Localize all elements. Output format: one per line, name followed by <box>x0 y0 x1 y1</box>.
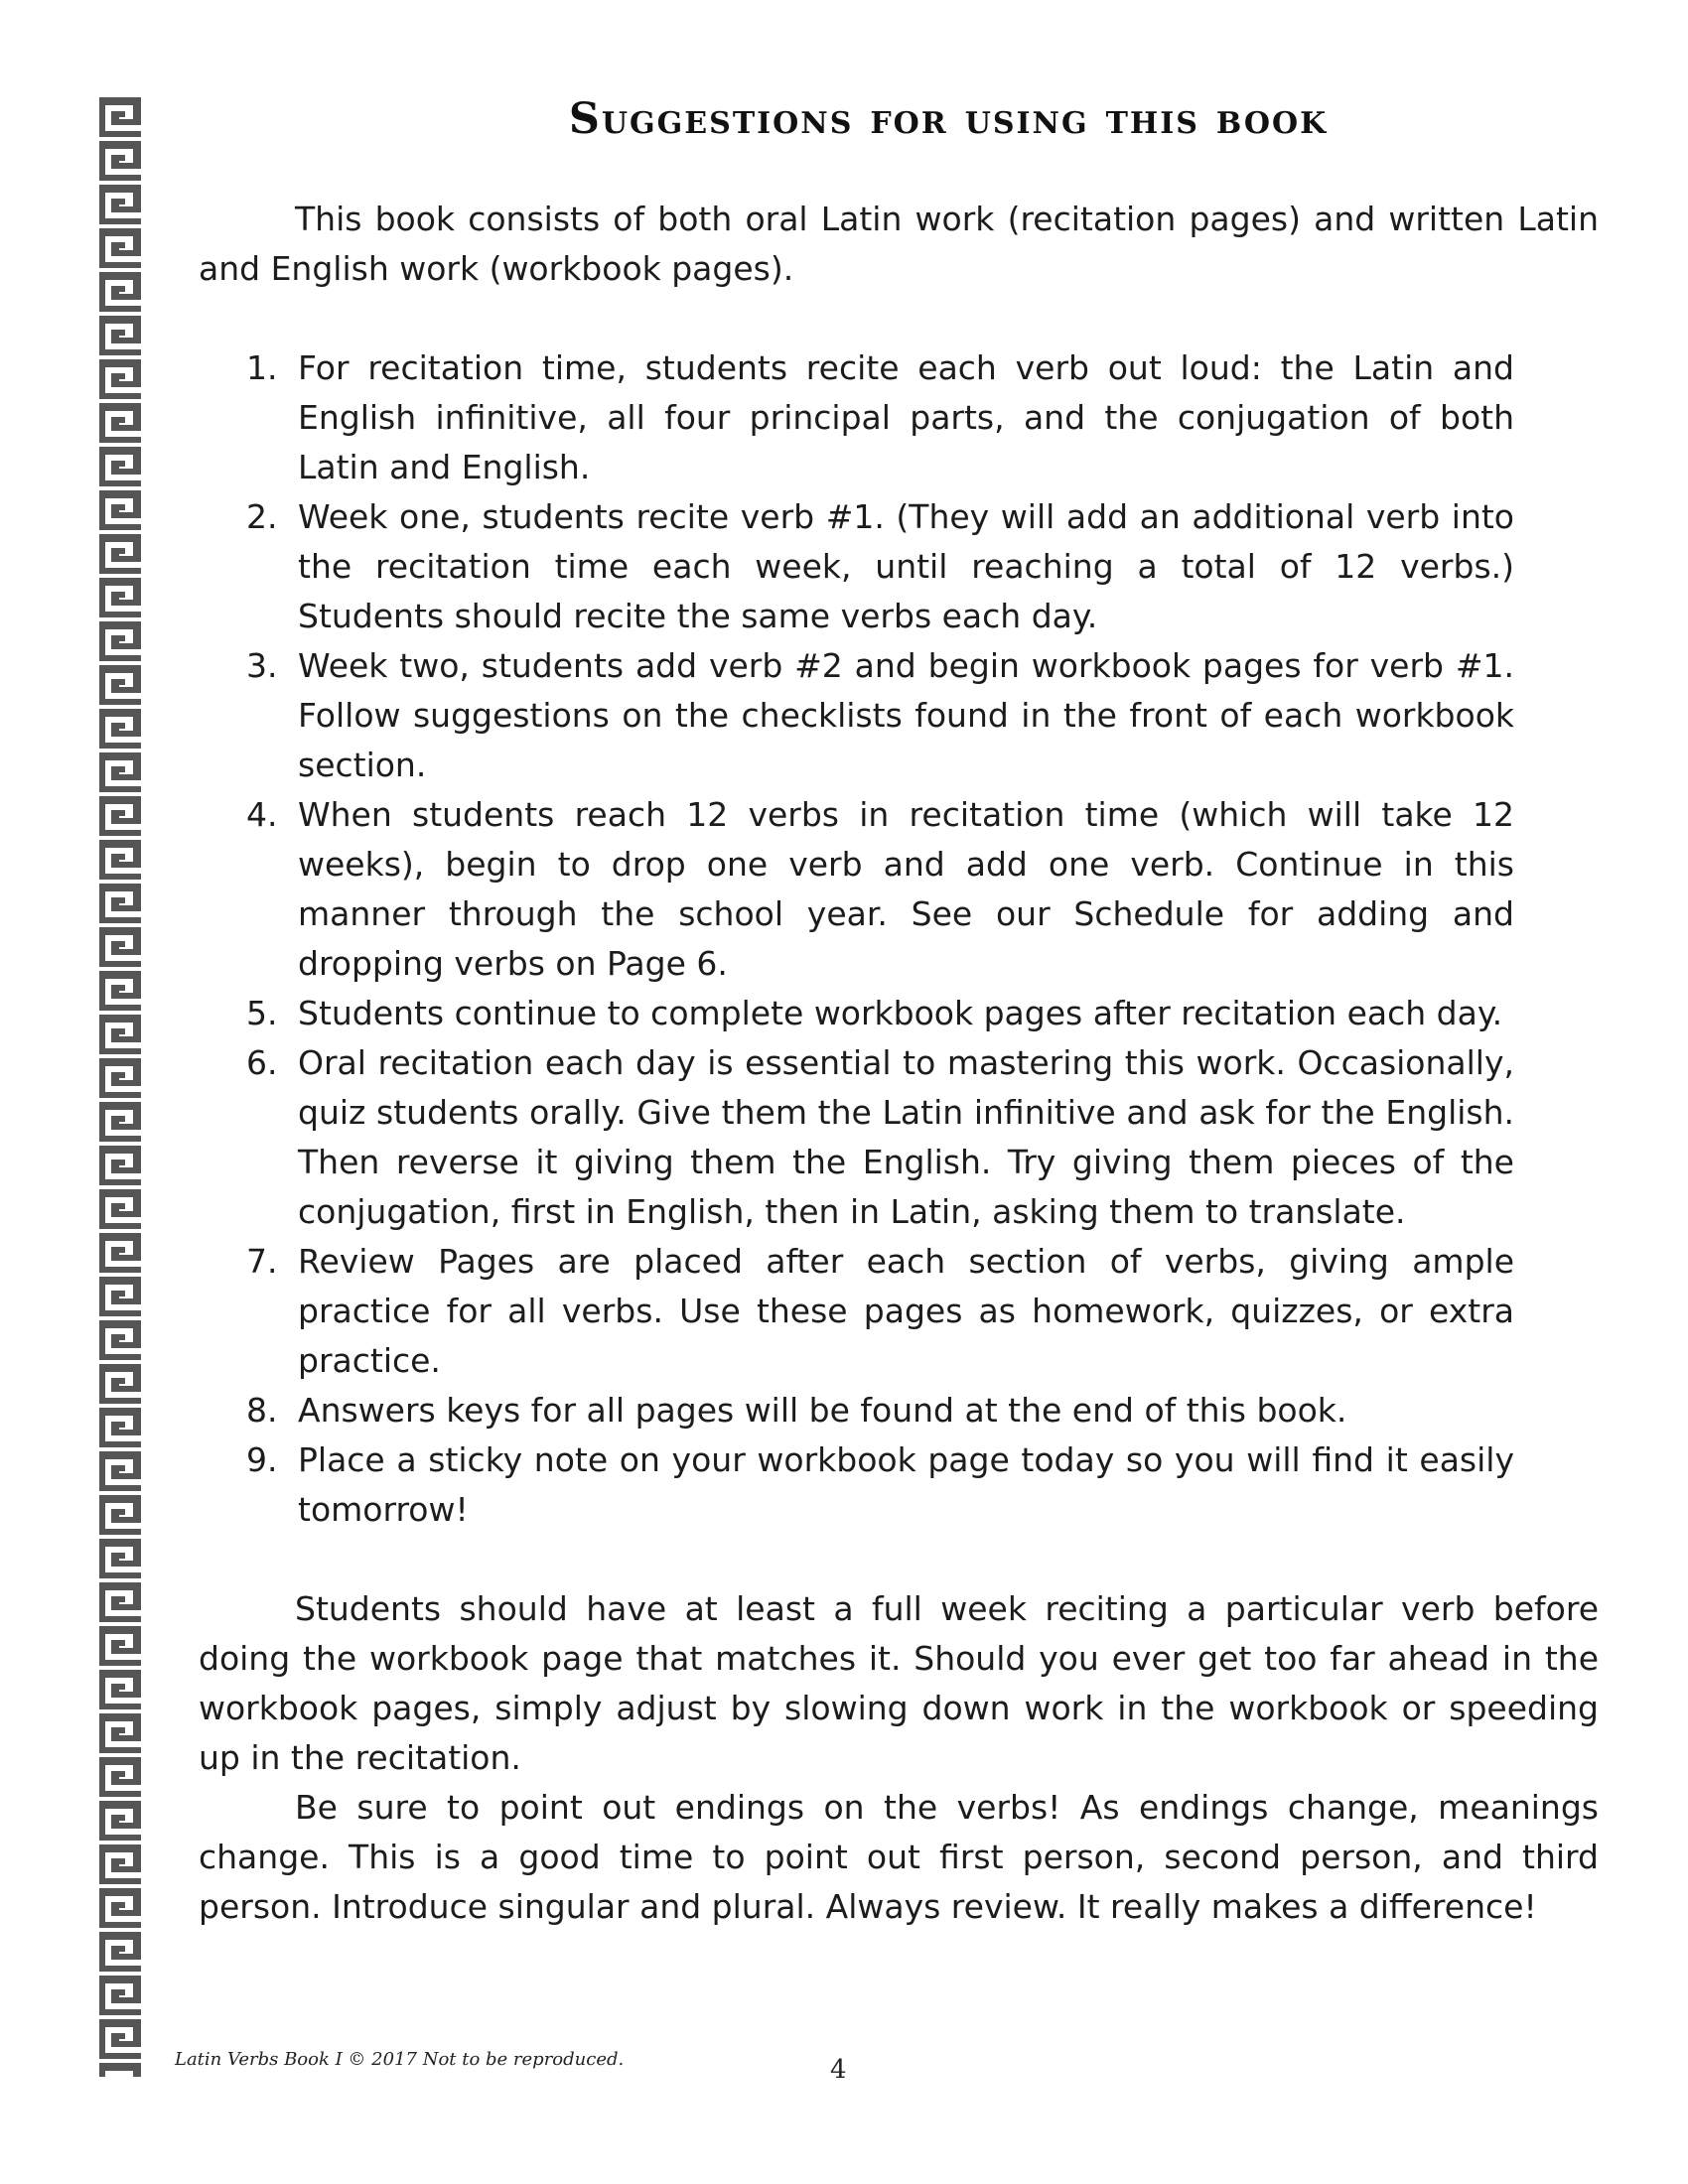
page-title: Suggestions for using this book <box>568 94 1329 144</box>
page-body <box>199 195 1599 1932</box>
list-item-text: When students reach 12 verbs in recitation time (which will take 12 weeks), begin to drop one verb and add one verb. Continue in this manner through the school year. See our Schedule for adding and dropping verbs on Page 6. <box>298 795 1514 983</box>
list-item-number: 5. <box>246 994 278 1032</box>
list-item-number: 6. <box>246 1043 278 1082</box>
page-number: 4 <box>830 2055 847 2085</box>
list-item-text: Week one, students recite verb #1. (They will add an additional verb into the recitation time each week, until reaching a total of 12 verbs.) Students should recite the same verbs each day. <box>298 497 1514 635</box>
list-item <box>246 790 1514 989</box>
list-item-text: For recitation time, students recite each verb out loud: the Latin and English infinitive, all four principal parts, and the conjugation of both Latin and English. <box>298 348 1514 486</box>
list-item-number: 4. <box>246 795 278 834</box>
suggestions-list <box>199 343 1514 1535</box>
list-item-number: 9. <box>246 1440 278 1479</box>
list-item-number: 3. <box>246 646 278 685</box>
list-item <box>246 1435 1514 1535</box>
list-item <box>246 343 1514 492</box>
list-item-text: Answers keys for all pages will be found at the end of this book. <box>298 1391 1347 1430</box>
list-item-text: Students continue to complete workbook pages after recitation each day. <box>298 994 1503 1032</box>
list-item <box>246 1386 1514 1435</box>
list-item <box>246 641 1514 790</box>
list-item-number: 8. <box>246 1391 278 1430</box>
copyright-footer: Latin Verbs Book I © 2017 Not to be reproduced. <box>175 2049 625 2070</box>
list-item <box>246 492 1514 641</box>
list-item <box>246 1038 1514 1237</box>
closing-paragraph-1: Students should have at least a full week reciting a particular verb before doing the workbook page that matches it. Should you ever get too far ahead in the workbook pages, simply adjust by slowing down work in the workbook or speeding up in the recitation. <box>199 1589 1599 1777</box>
list-item-number: 2. <box>246 497 278 536</box>
list-item-text: Oral recitation each day is essential to mastering this work. Occasionally, quiz students orally. Give them the Latin infinitive and ask for the English. Then reverse it giving them the English. Try giving them pieces of the conjugation, first in English, then in Latin, asking them to translate. <box>298 1043 1514 1231</box>
list-item-number: 1. <box>246 348 278 387</box>
list-item-text: Week two, students add verb #2 and begin workbook pages for verb #1. Follow suggestions on the checklists found in the front of each workbook section. <box>298 646 1514 784</box>
closing-paragraph-2: Be sure to point out endings on the verbs! As endings change, meanings change. This is a good time to point out first person, second person, and third person. Introduce singular and plural. Always review. It really makes a difference! <box>199 1788 1599 1926</box>
list-item-text: Place a sticky note on your workbook page today so you will find it easily tomorrow! <box>298 1440 1514 1529</box>
intro-paragraph: This book consists of both oral Latin work (recitation pages) and written Latin and English work (workbook pages). <box>199 200 1599 288</box>
greek-key-border <box>95 95 145 2077</box>
list-item-text: Review Pages are placed after each section of verbs, giving ample practice for all verbs. Use these pages as homework, quizzes, or extra practice. <box>298 1242 1514 1380</box>
list-item <box>246 989 1514 1038</box>
list-item-number: 7. <box>246 1242 278 1281</box>
list-item <box>246 1237 1514 1386</box>
